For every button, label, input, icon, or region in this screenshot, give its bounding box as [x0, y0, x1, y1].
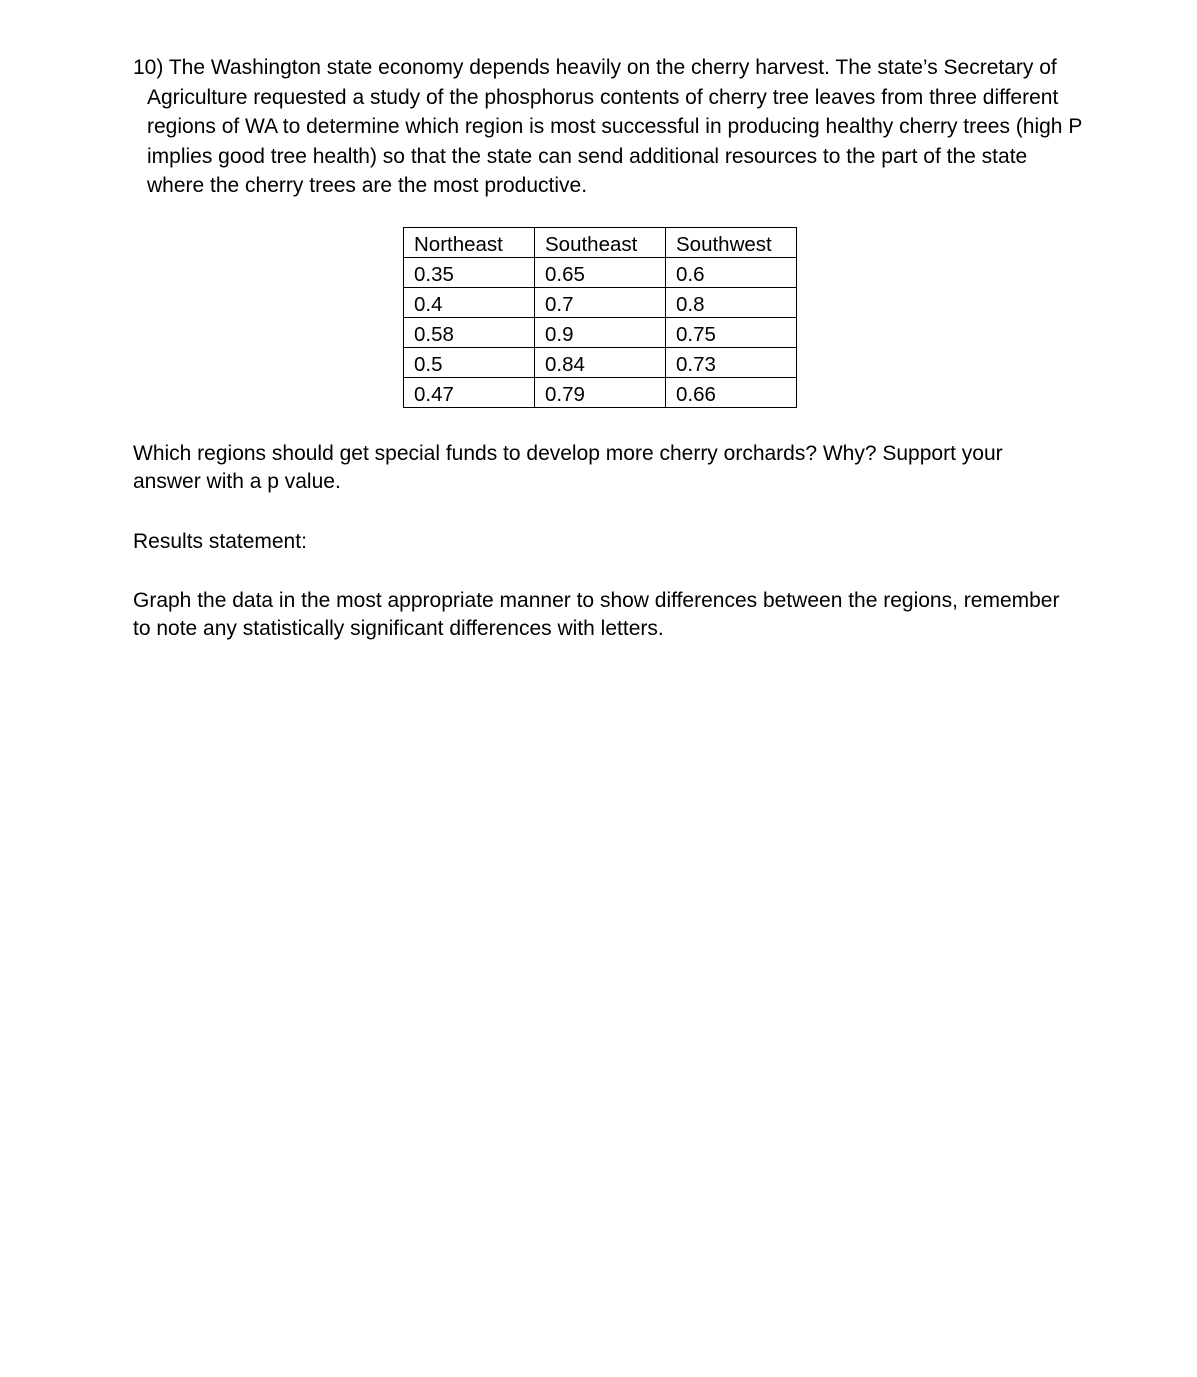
table-cell: 0.66	[666, 378, 797, 408]
table-cell: 0.8	[666, 288, 797, 318]
results-statement-label: Results statement:	[133, 530, 307, 553]
table-cell: 0.35	[404, 258, 535, 288]
table-header-row	[404, 228, 797, 258]
question-body: The Washington state economy depends heavily on the cherry harvest. The state’s Secretary of Agriculture requested a study of the phosphorus contents of cherry tree leaves from three different regions of WA to determine which region is most successful in producing healthy cherry trees (high P implies good tree health) so that the state can send additional resources to the part of the state where the cherry trees are the most productive.	[147, 56, 1082, 197]
table-cell: 0.73	[666, 348, 797, 378]
header-southeast: Southeast	[535, 228, 666, 258]
table-row	[404, 378, 797, 408]
header-northeast: Northeast	[404, 228, 535, 258]
prompt-question: Which regions should get special funds to develop more cherry orchards? Why? Support your answer with a p value.	[133, 442, 1003, 493]
table-cell: 0.5	[404, 348, 535, 378]
table-cell: 0.7	[535, 288, 666, 318]
phosphorus-data-table	[403, 227, 797, 408]
table-row	[404, 318, 797, 348]
table-row	[404, 348, 797, 378]
table-cell: 0.79	[535, 378, 666, 408]
table-cell: 0.4	[404, 288, 535, 318]
table-row	[404, 258, 797, 288]
table-cell: 0.58	[404, 318, 535, 348]
question-text	[133, 53, 1087, 201]
table-row	[404, 288, 797, 318]
table-cell: 0.75	[666, 318, 797, 348]
graph-instructions: Graph the data in the most appropriate manner to show differences between the regions, remember to note any statistically significant differences with letters.	[133, 589, 1060, 640]
table-cell: 0.6	[666, 258, 797, 288]
table-cell: 0.9	[535, 318, 666, 348]
table-cell: 0.65	[535, 258, 666, 288]
table-cell: 0.47	[404, 378, 535, 408]
table-cell: 0.84	[535, 348, 666, 378]
header-southwest: Southwest	[666, 228, 797, 258]
question-number: 10)	[133, 56, 164, 79]
